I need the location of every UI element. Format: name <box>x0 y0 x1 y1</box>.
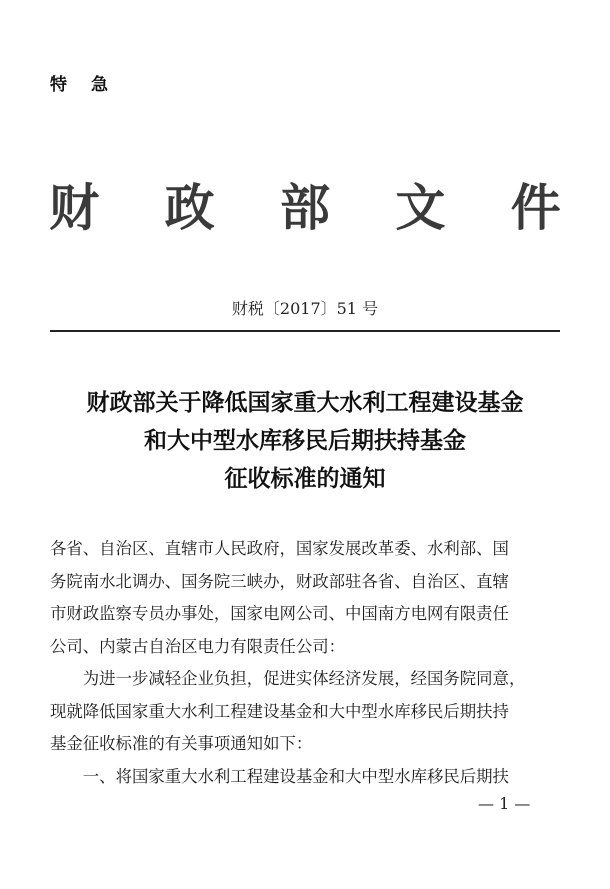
addressee-line: 务院南水北调办、国务院三峡办，财政部驻各省、自治区、直辖 <box>50 571 509 591</box>
issuer-title: 财 政 部 文 件 <box>49 178 585 237</box>
paragraph-line: 为进一步减轻企业负担，促进实体经济发展，经国务院同意， <box>82 669 526 688</box>
urgency-char: 急 <box>91 75 110 95</box>
document-number: 财税〔2017〕51 号 <box>231 299 379 318</box>
headline-line: 征收标准的通知 <box>224 465 386 492</box>
paragraph-line: 一、将国家重大水利工程建设基金和大中型水库移民后期扶 <box>82 766 509 786</box>
addressee-line: 市财政监察专员办事处，国家电网公司、中国南方电网有限责任 <box>50 604 509 623</box>
urgency-char: 特 <box>50 75 69 95</box>
document-headline <box>0 384 610 498</box>
headline-line: 和大中型水库移民后期扶持基金 <box>144 427 466 454</box>
addressee-line: 各省、自治区、直辖市人民政府，国家发展改革委、水利部、国 <box>50 539 509 558</box>
page-number: — 1 — <box>478 794 531 813</box>
divider-line <box>50 330 560 332</box>
paragraph-line: 基金征收标准的有关事项通知如下： <box>50 734 313 753</box>
paragraph-line: 现就降低国家重大水利工程建设基金和大中型水库移民后期扶持 <box>50 701 509 721</box>
addressee-line: 公司、内蒙古自治区电力有限责任公司： <box>50 636 346 656</box>
urgency-label <box>50 70 110 95</box>
headline-line: 财政部关于降低国家重大水利工程建设基金 <box>86 389 524 416</box>
document-body <box>50 533 562 793</box>
